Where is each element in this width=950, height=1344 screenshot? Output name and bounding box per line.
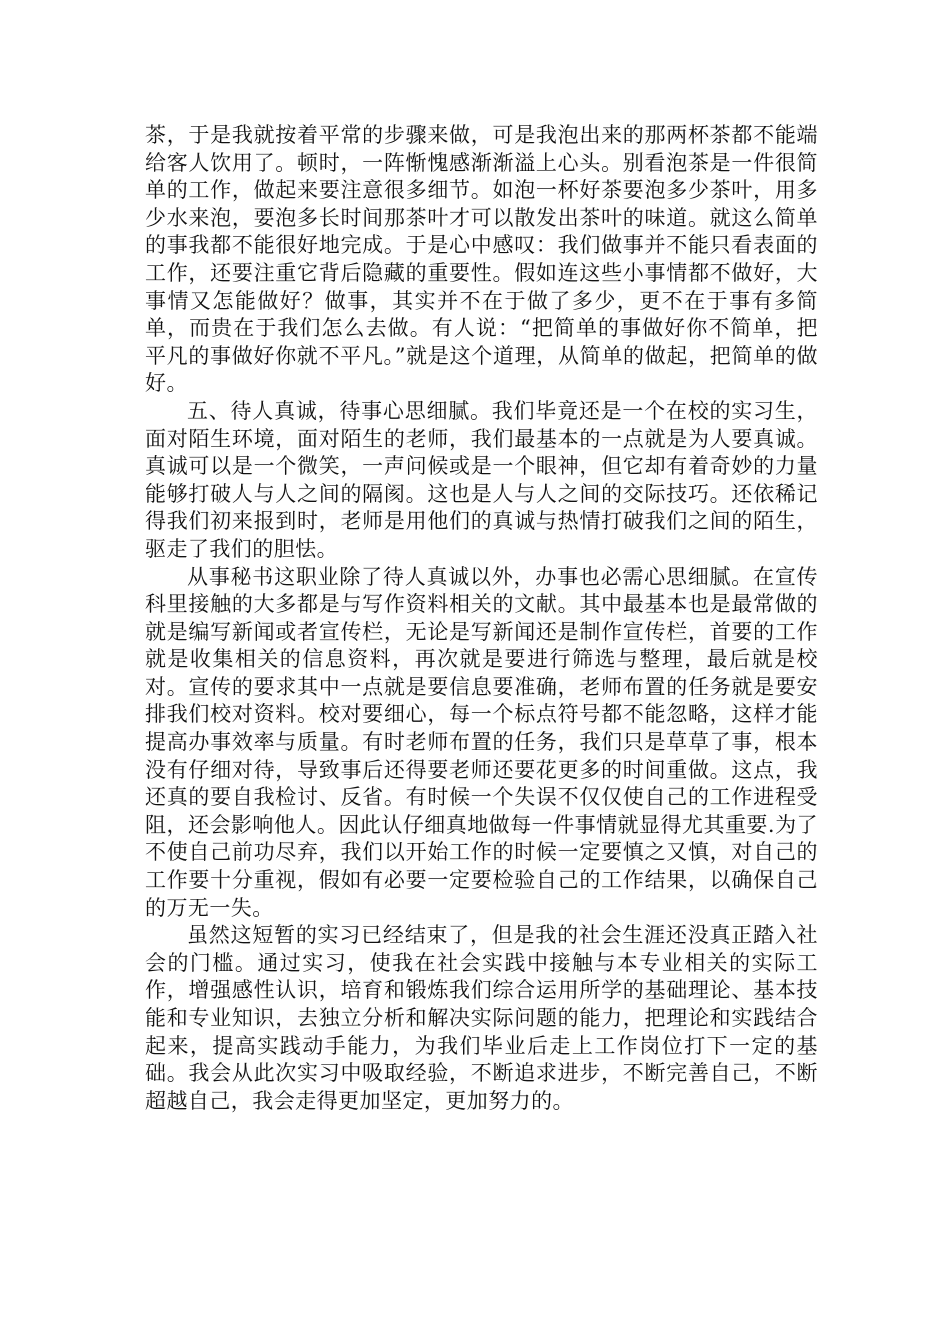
document-page: [145, 122, 818, 1115]
paragraph-4: 虽然这短暂的实习已经结束了，但是我的社会生涯还没真正踏入社会的门槛。通过实习，使我在社会实践中接触与本专业相关的实际工作，增强感性认识，培育和锻炼我们综合运用所学的基础理论、基本技能和专业知识，去独立分析和解决实际问题的能力，把理论和实践结合起来，提高实践动手能力，为我们毕业后走上工作岗位打下一定的基础。我会从此次实习中吸取经验，不断追求进步，不断完善自己，不断超越自己，我会走得更加坚定，更加努力的。: [145, 923, 818, 1113]
paragraph-3: 从事秘书这职业除了待人真诚以外，办事也必需心思细腻。在宣传科里接触的大多都是与写作资料相关的文献。其中最基本也是最常做的就是编写新闻或者宣传栏，无论是写新闻还是制作宣传栏，首要的工作就是收集相关的信息资料，再次就是要进行筛选与整理，最后就是校对。宣传的要求其中一点就是要信息要准确，老师布置的任务就是要安排我们校对资料。校对要细心，每一个标点符号都不能忽略，这样才能提高办事效率与质量。有时老师布置的任务，我们只是草草了事，根本没有仔细对待，导致事后还得要老师还要花更多的时间重做。这点，我还真的要自我检讨、反省。有时候一个失误不仅仅使自己的工作进程受阻，还会影响他人。因此认仔细真地做每一件事情就显得尤其重要.为了不使自己前功尽弃，我们以开始工作的时候一定要慎之又慎，对自己的工作要十分重视，假如有必要一定要检验自己的工作结果，以确保自己的万无一失。: [145, 564, 818, 920]
paragraph-2: 五、待人真诚，待事心思细腻。我们毕竟还是一个在校的实习生，面对陌生环境，面对陌生的老师，我们最基本的一点就是为人要真诚。真诚可以是一个微笑，一声问候或是一个眼神，但它却有着奇妙的力量能够打破人与人之间的隔阂。这也是人与人之间的交际技巧。还依稀记得我们初来报到时，老师是用他们的真诚与热情打破我们之间的陌生，驱走了我们的胆怯。: [145, 398, 818, 561]
paragraph-1: 茶，于是我就按着平常的步骤来做，可是我泡出来的那两杯茶都不能端给客人饮用了。顿时，一阵惭愧感渐渐溢上心头。别看泡茶是一件很简单的工作，做起来要注意很多细节。如泡一杯好茶要泡多少茶叶，用多少水来泡，要泡多长时间那茶叶才可以散发出茶叶的味道。就这么简单的事我都不能很好地完成。于是心中感叹：我们做事并不能只看表面的工作，还要注重它背后隐藏的重要性。假如连这些小事情都不做好，大事情又怎能做好？做事，其实并不在于做了多少，更不在于事有多简单，而贵在于我们怎么去做。有人说：“把简单的事做好你不简单，把平凡的事做好你就不平凡。”就是这个道理，从简单的做起，把简单的做好。: [145, 123, 818, 396]
